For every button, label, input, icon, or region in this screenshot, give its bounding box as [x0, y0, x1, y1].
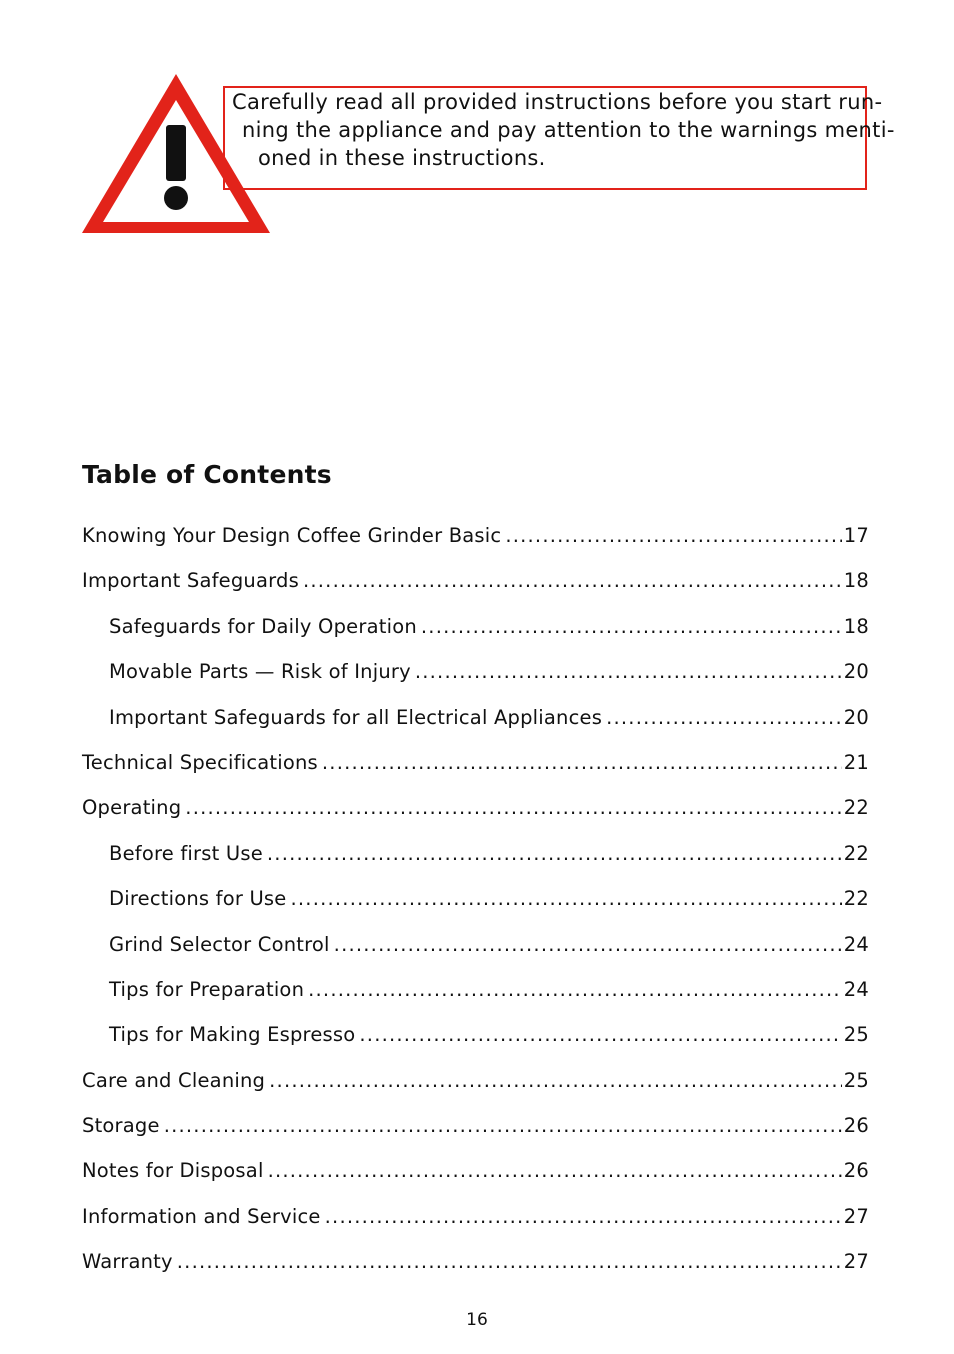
toc-entry-page: 27	[843, 1250, 869, 1274]
toc-entry-label: Movable Parts — Risk of Injury	[109, 660, 411, 684]
toc-entry-label: Directions for Use	[109, 887, 287, 911]
toc-entry-label: Warranty	[82, 1250, 173, 1274]
toc-entry-page: 24	[843, 977, 869, 1001]
toc-entry-label: Grind Selector Control	[109, 932, 330, 956]
warning-line-3: oned in these instructions.	[258, 146, 546, 170]
toc-entry-label: Care and Cleaning	[82, 1068, 266, 1092]
toc-entry-label: Important Safeguards	[82, 569, 299, 593]
toc-dot-leader	[303, 566, 842, 596]
toc-entry-label: Safeguards for Daily Operation	[109, 614, 417, 638]
toc-entry-page: 26	[843, 1114, 869, 1138]
toc-entry[interactable]	[82, 884, 869, 929]
toc-entry-page: 21	[843, 750, 869, 774]
toc-dot-leader	[334, 930, 842, 960]
toc-entry[interactable]	[82, 839, 869, 884]
toc-entry[interactable]	[82, 930, 869, 975]
toc-title: Table of Contents	[82, 460, 332, 489]
toc-entry-label: Knowing Your Design Coffee Grinder Basic	[82, 524, 502, 547]
toc-entry-label: Storage	[82, 1114, 160, 1138]
toc-entry[interactable]	[82, 566, 869, 611]
toc-dot-leader	[308, 975, 842, 1005]
toc-dot-leader	[421, 612, 842, 642]
toc-entry-page: 22	[843, 887, 869, 911]
toc-entry-page: 25	[843, 1023, 869, 1047]
toc-dot-leader	[268, 1156, 842, 1186]
toc-entry-page: 18	[843, 569, 869, 593]
toc-entry-label: Before first Use	[109, 841, 263, 865]
toc-dot-leader	[415, 657, 842, 687]
toc-dot-leader	[269, 1066, 842, 1096]
toc-entry-page: 24	[843, 932, 869, 956]
toc-entry-label: Notes for Disposal	[82, 1159, 264, 1183]
table-of-contents	[82, 521, 869, 1293]
toc-entry-label: Tips for Making Espresso	[109, 1023, 356, 1047]
toc-entry-label: Technical Specifications	[82, 750, 318, 774]
toc-dot-leader	[185, 793, 841, 823]
toc-entry[interactable]	[82, 521, 869, 566]
toc-entry-page: 18	[843, 614, 869, 638]
toc-dot-leader	[322, 748, 842, 778]
warning-line-1: Carefully read all provided instructions before you start run-	[232, 90, 883, 114]
toc-dot-leader	[291, 884, 842, 914]
toc-entry[interactable]	[82, 793, 869, 838]
toc-entry[interactable]	[82, 657, 869, 702]
toc-entry[interactable]	[82, 1066, 869, 1111]
toc-entry-page: 17	[843, 524, 869, 547]
toc-entry[interactable]	[82, 975, 869, 1020]
toc-entry-page: 20	[843, 660, 869, 684]
toc-dot-leader	[267, 839, 842, 869]
toc-entry[interactable]	[82, 1111, 869, 1156]
toc-entry-label: Operating	[82, 796, 182, 820]
toc-entry-page: 22	[843, 841, 869, 865]
toc-dot-leader	[325, 1202, 842, 1232]
toc-entry[interactable]	[82, 1247, 869, 1292]
toc-entry[interactable]	[82, 1020, 869, 1065]
toc-dot-leader	[164, 1111, 842, 1141]
toc-entry-page: 27	[843, 1204, 869, 1228]
toc-entry-label: Important Safeguards for all Electrical Appliances	[109, 705, 603, 729]
toc-dot-leader	[359, 1020, 841, 1050]
toc-entry[interactable]	[82, 612, 869, 657]
toc-dot-leader	[606, 703, 842, 733]
page-number: 16	[466, 1310, 488, 1330]
toc-entry[interactable]	[82, 703, 869, 748]
toc-entry[interactable]	[82, 1202, 869, 1247]
warning-notice-text	[232, 88, 895, 172]
toc-entry[interactable]	[82, 1156, 869, 1201]
toc-entry-page: 25	[843, 1068, 869, 1092]
toc-entry-label: Information and Service	[82, 1204, 321, 1228]
toc-entry-page: 26	[843, 1159, 869, 1183]
toc-dot-leader	[177, 1247, 842, 1277]
toc-entry-label: Tips for Preparation	[109, 977, 305, 1001]
toc-entry-page: 20	[843, 705, 869, 729]
toc-dot-leader	[505, 521, 841, 551]
toc-entry[interactable]	[82, 748, 869, 793]
toc-entry-page: 22	[843, 796, 869, 820]
warning-line-2: ning the appliance and pay attention to the warnings menti-	[242, 118, 895, 142]
